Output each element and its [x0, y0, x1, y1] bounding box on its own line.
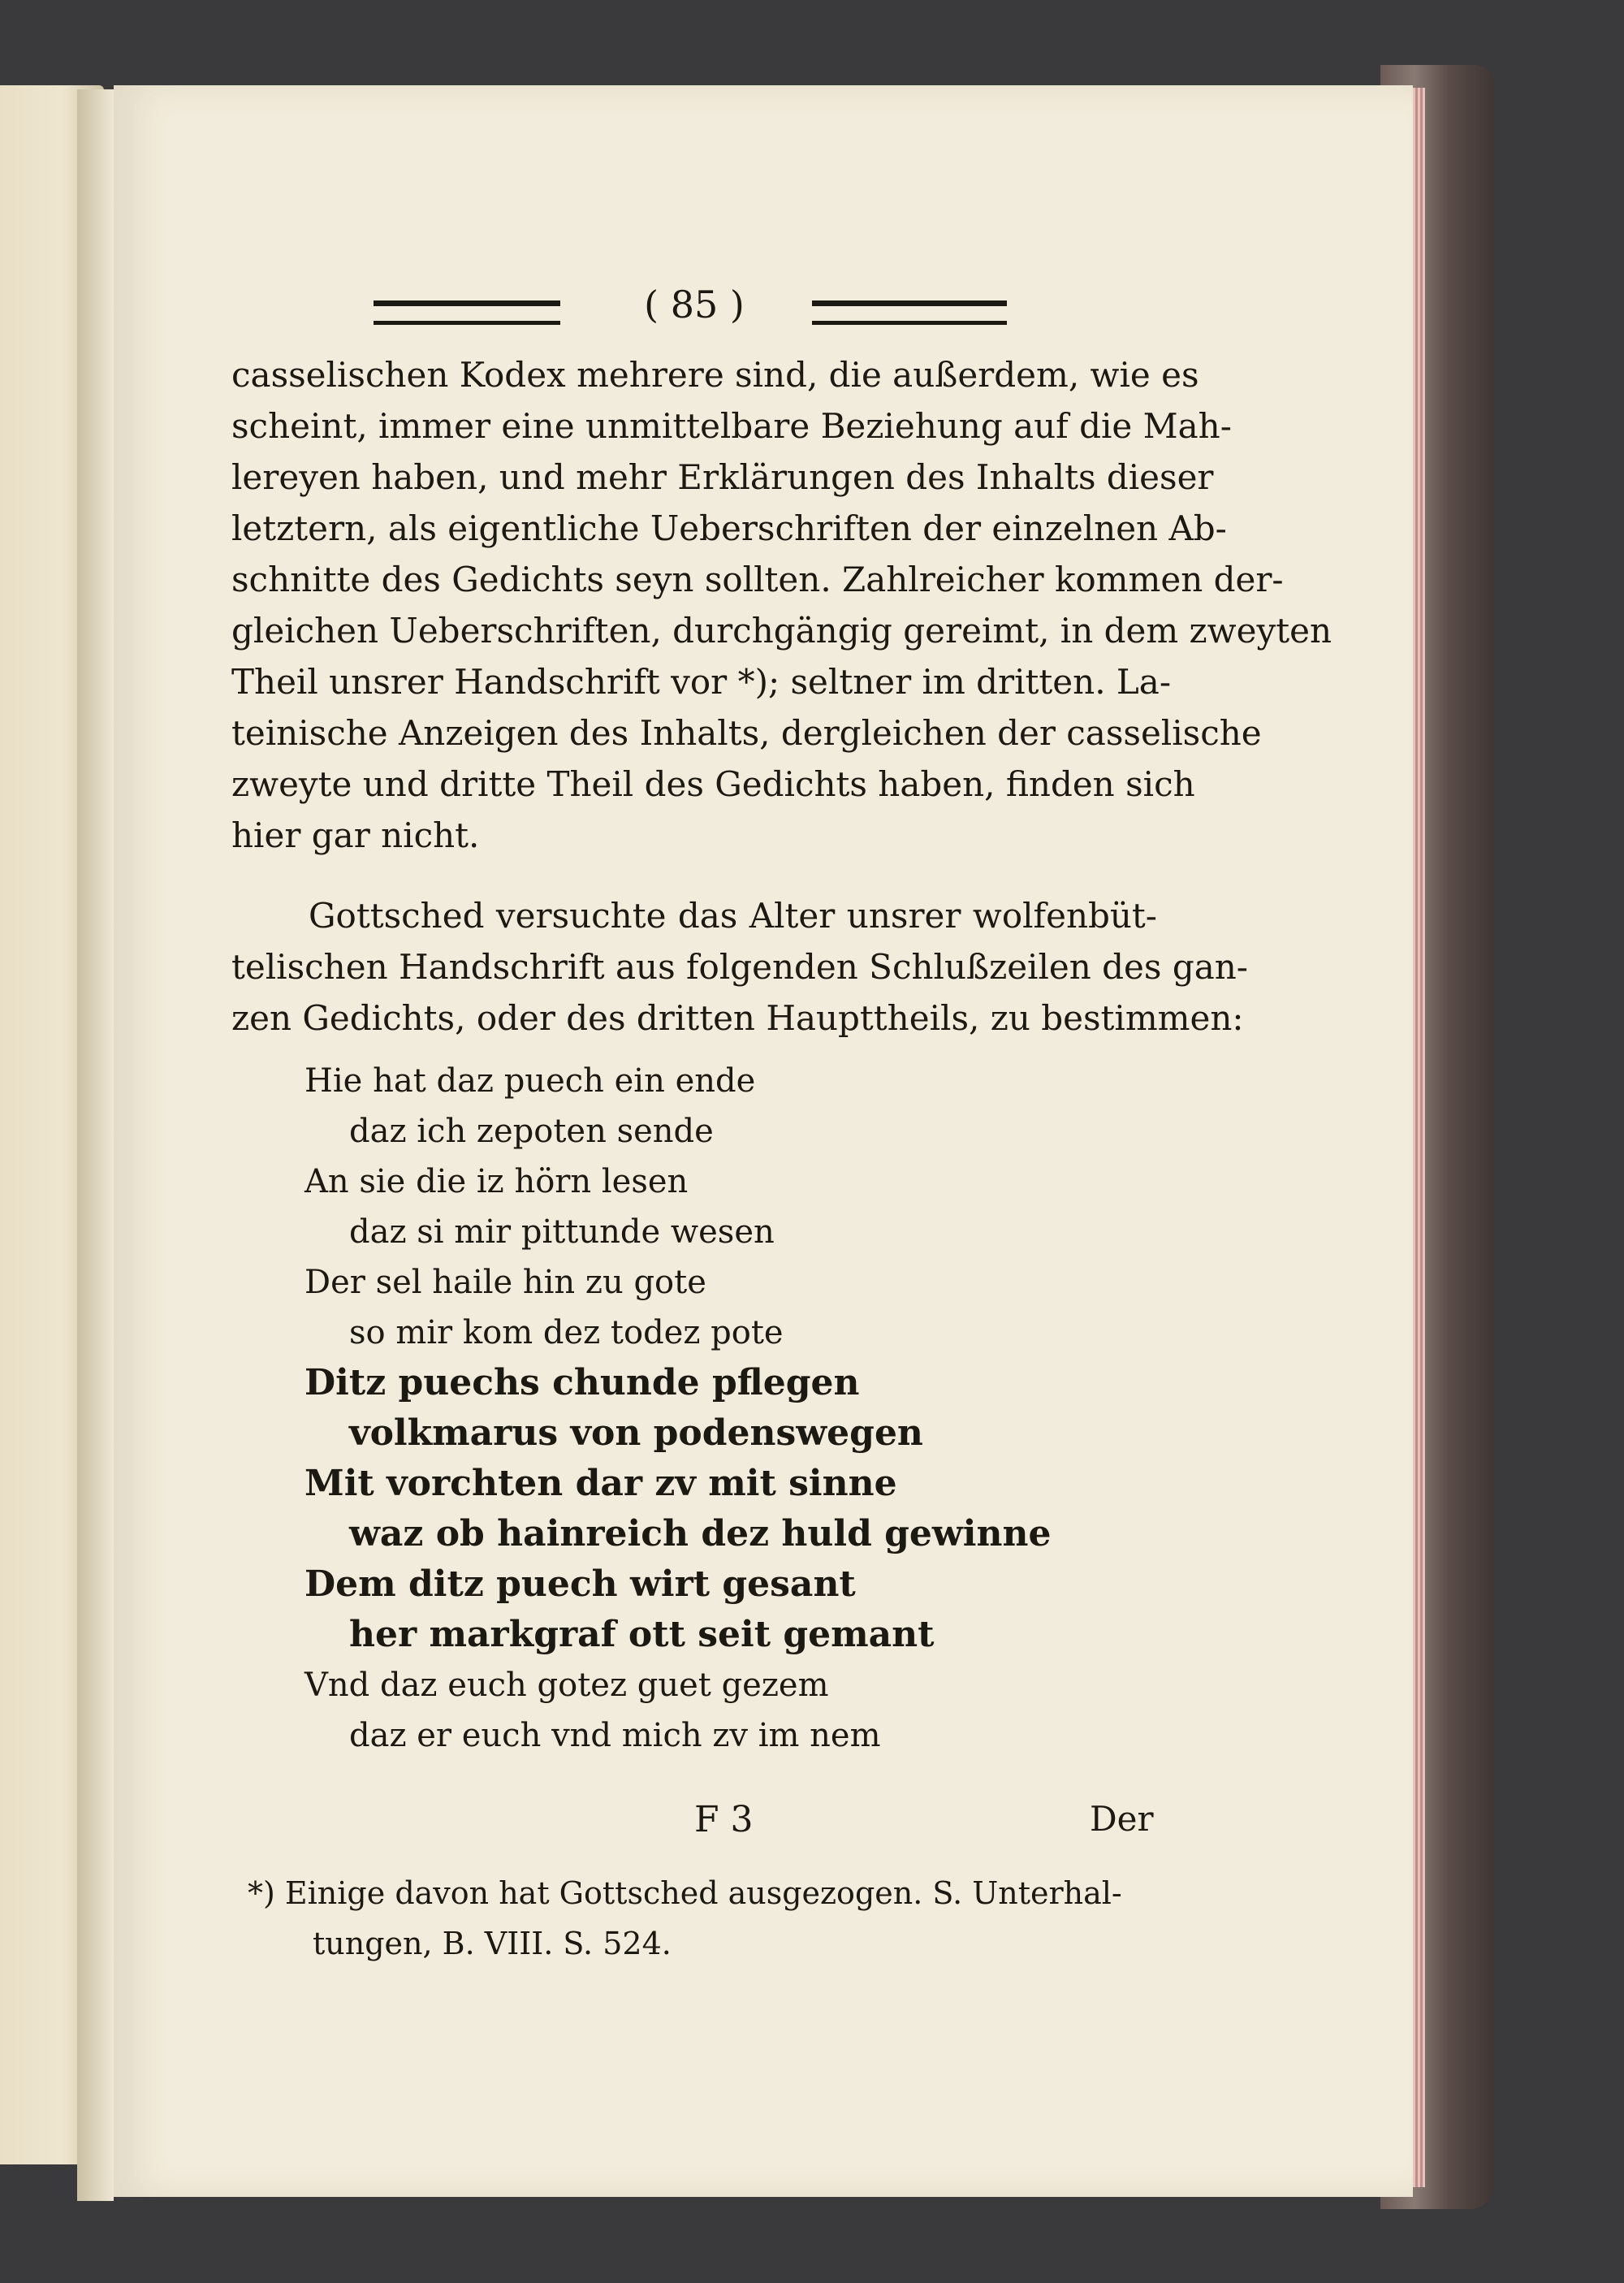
- header-rule-right: [812, 301, 1007, 325]
- text-line: zweyte und dritte Theil des Gedichts haben, finden sich: [231, 764, 1195, 804]
- verse-line: volkmarus von podenswegen: [349, 1412, 923, 1454]
- page-header: [374, 283, 1007, 335]
- verse-line: daz ich zepoten sende: [349, 1113, 714, 1150]
- signature-mark: F 3: [694, 1799, 754, 1840]
- verse-quote: [304, 1056, 1157, 1761]
- body-text: [231, 349, 1332, 1044]
- verse-line: daz er euch vnd mich zv im nem: [349, 1717, 881, 1754]
- text-line: casselischen Kodex mehrere sind, die außerdem, wie es: [231, 355, 1199, 395]
- verse-line: daz si mir pittunde wesen: [349, 1213, 775, 1251]
- text-line: teinische Anzeigen des Inhalts, dergleichen der casselische: [231, 713, 1262, 753]
- footnote-line: *) Einige davon hat Gottsched ausgezogen. S. Unterhal-: [248, 1875, 1122, 1911]
- footnote-line: tungen, B. VIII. S. 524.: [313, 1926, 672, 1961]
- text-line: gleichen Ueberschriften, durchgängig gereimt, in dem zweyten: [231, 611, 1332, 651]
- text-line: scheint, immer eine unmittelbare Beziehung auf die Mah-: [231, 406, 1232, 446]
- verse-line: so mir kom dez todez pote: [349, 1314, 784, 1351]
- verse-line: waz ob hainreich dez huld gewinne: [349, 1513, 1052, 1554]
- verse-line: An sie die iz hörn lesen: [304, 1163, 689, 1200]
- text-line: Theil unsrer Handschrift vor *); seltner im dritten. La-: [231, 662, 1172, 702]
- text-line: telischen Handschrift aus folgenden Schlußzeilen des gan-: [231, 947, 1248, 987]
- text-line: Gottsched versuchte das Alter unsrer wolfenbüt-: [309, 896, 1157, 936]
- verse-line: Vnd daz euch gotez guet gezem: [304, 1667, 829, 1704]
- verse-line: Ditz puechs chunde pflegen: [304, 1362, 860, 1403]
- catchword: Der: [1090, 1799, 1154, 1839]
- verse-line: Hie hat daz puech ein ende: [304, 1062, 756, 1100]
- verse-line: Dem ditz puech wirt gesant: [304, 1563, 856, 1605]
- text-line: zen Gedichts, oder des dritten Haupttheils, zu bestimmen:: [231, 998, 1244, 1038]
- header-rule-left: [374, 301, 560, 325]
- verse-line: Mit vorchten dar zv mit sinne: [304, 1463, 897, 1504]
- text-line: hier gar nicht.: [231, 815, 480, 855]
- footnote: [248, 1868, 1165, 1969]
- text-line: schnitte des Gedichts seyn sollten. Zahlreicher kommen der-: [231, 560, 1284, 599]
- verse-line: her markgraf ott seit gemant: [349, 1614, 935, 1655]
- verse-line: Der sel haile hin zu gote: [304, 1264, 706, 1301]
- text-line: lereyen haben, und mehr Erklärungen des Inhalts dieser: [231, 457, 1214, 497]
- gutter: [77, 89, 114, 2201]
- text-line: letztern, als eigentliche Ueberschriften der einzelnen Ab-: [231, 508, 1227, 548]
- page-number: ( 85 ): [644, 283, 745, 326]
